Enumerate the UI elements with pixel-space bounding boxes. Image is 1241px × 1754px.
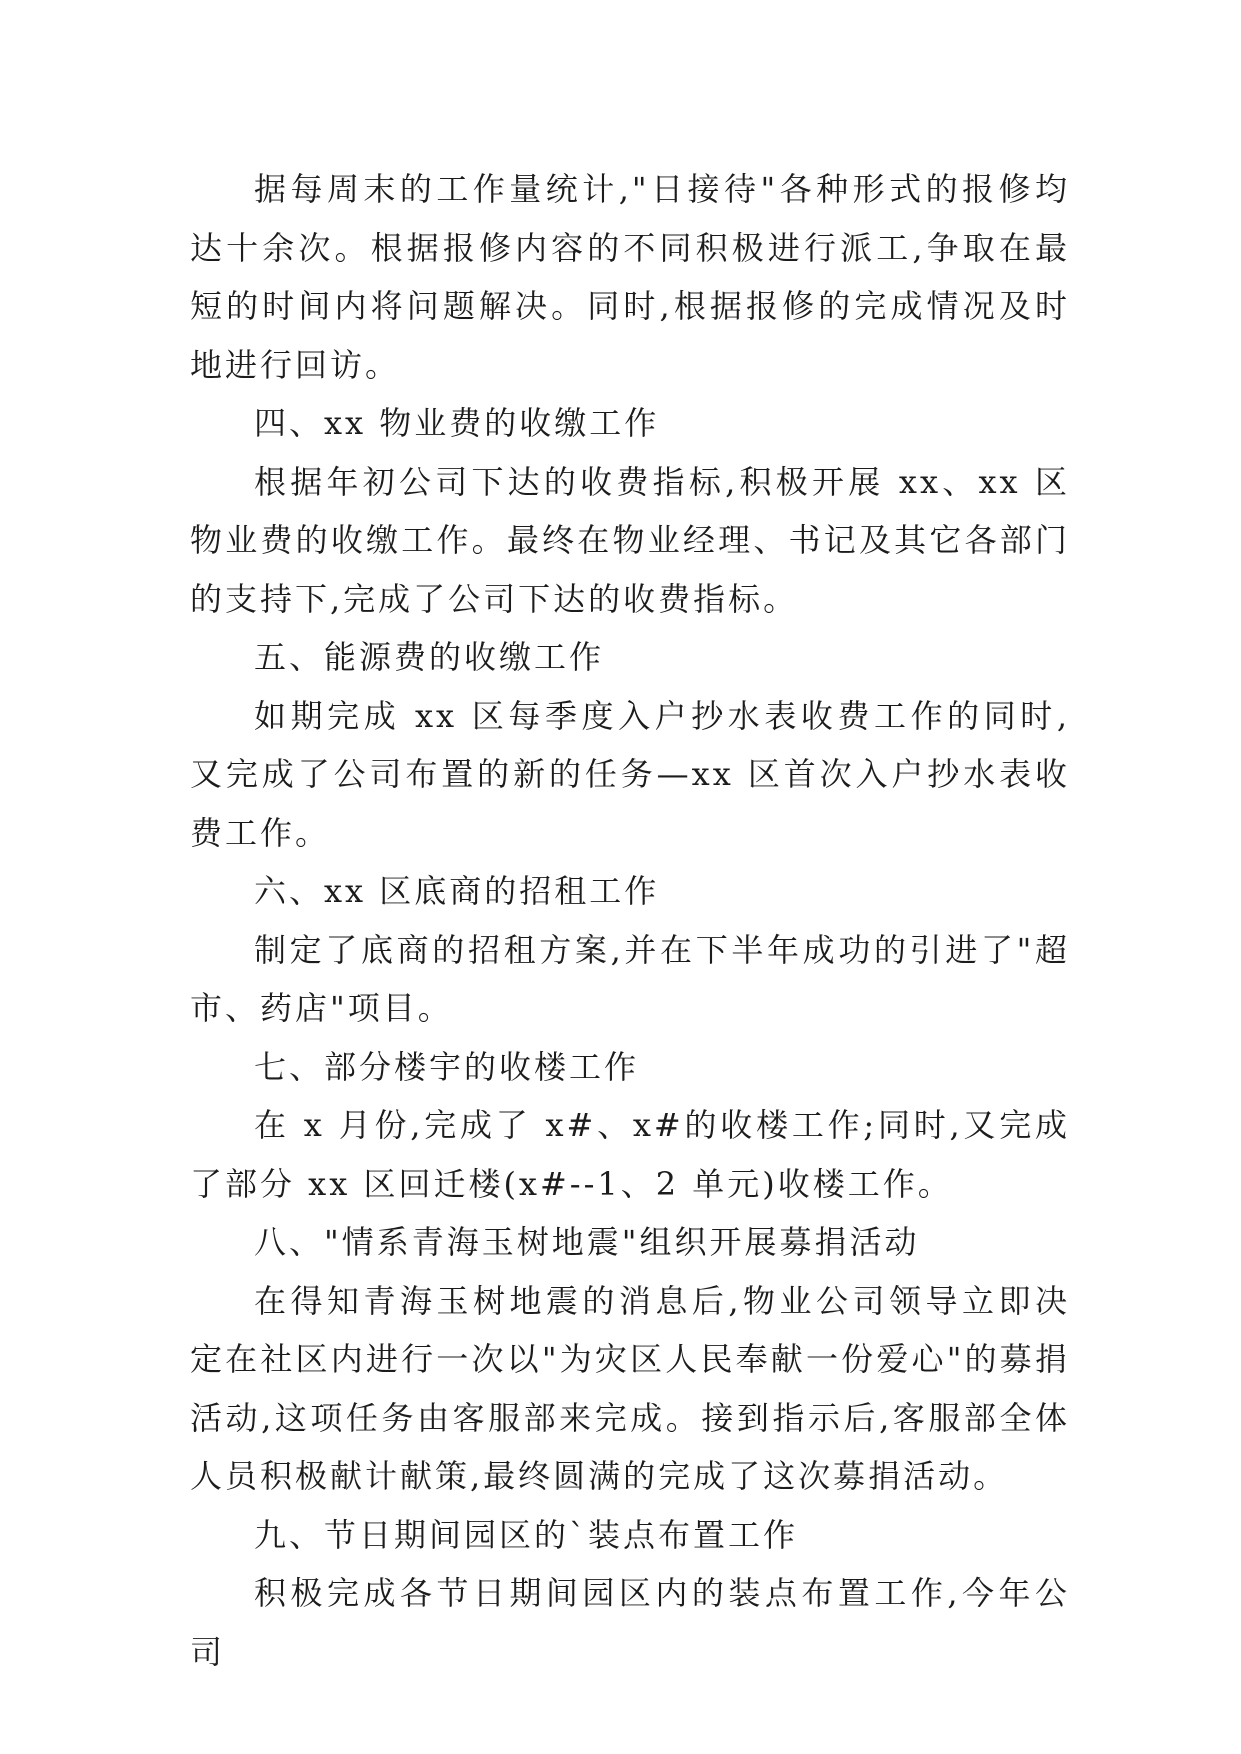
heading-building-handover: 七、部分楼宇的收楼工作	[254, 1047, 640, 1086]
document-body	[190, 160, 1070, 1681]
paragraph-building-handover: 在 x 月份,完成了 x#、x#的收楼工作;同时,又完成了部分 xx 区回迁楼(x#--1、2 单元)收楼工作。	[190, 1106, 1070, 1203]
heading-energy-fee: 五、能源费的收缴工作	[254, 638, 605, 676]
heading-shop-leasing: 六、xx 区底商的招租工作	[254, 872, 660, 910]
paragraph-holiday-decoration: 积极完成各节日期间园区内的装点布置工作,今年公司	[190, 1574, 1070, 1671]
heading-property-fee: 四、xx 物业费的收缴工作	[254, 404, 660, 442]
paragraph-property-fee: 根据年初公司下达的收费指标,积极开展 xx、xx 区物业费的收缴工作。最终在物业经理、书记及其它各部门的支持下,完成了公司下达的收费指标。	[190, 462, 1070, 618]
paragraph-repair-visits: 据每周末的工作量统计,"日接待"各种形式的报修均达十余次。根据报修内容的不同积极进行派工,争取在最短的时间内将问题解决。同时,根据报修的完成情况及时地进行回访。	[190, 170, 1070, 384]
paragraph-shop-leasing: 制定了底商的招租方案,并在下半年成功的引进了"超市、药店"项目。	[190, 930, 1070, 1027]
paragraph-donation-drive: 在得知青海玉树地震的消息后,物业公司领导立即决定在社区内进行一次以"为灾区人民奉献一份爱心"的募捐活动,这项任务由客服部来完成。接到指示后,客服部全体人员积极献计献策,最终圆满的完成了这次募捐活动。	[190, 1281, 1070, 1495]
heading-holiday-decoration: 九、节日期间园区的`装点布置工作	[254, 1515, 799, 1554]
paragraph-energy-fee: 如期完成 xx 区每季度入户抄水表收费工作的同时,又完成了公司布置的新的任务—xx 区首次入户抄水表收费工作。	[190, 696, 1070, 852]
heading-donation-drive: 八、"情系青海玉树地震"组织开展募捐活动	[254, 1223, 920, 1261]
